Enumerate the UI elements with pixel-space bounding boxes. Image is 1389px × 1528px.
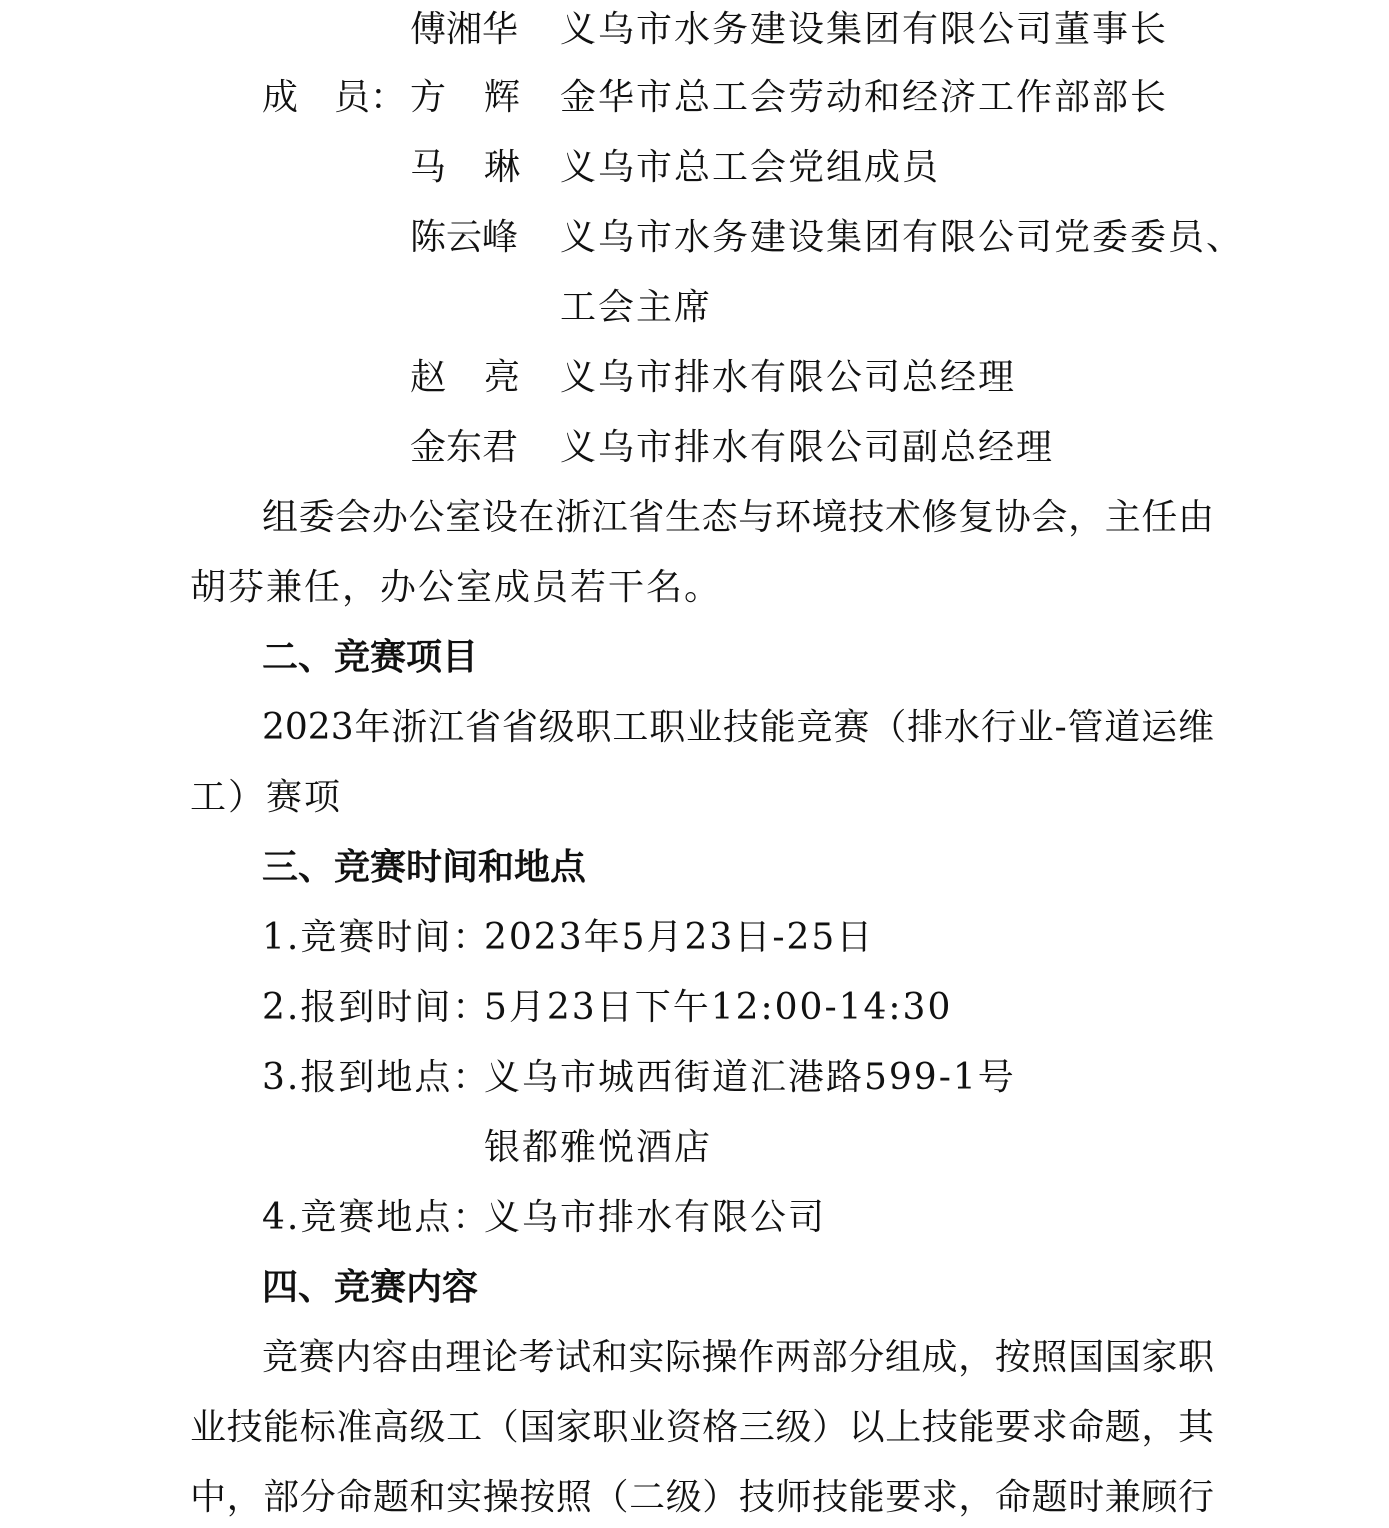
office-paragraph-line: 胡芬兼任，办公室成员若干名。: [190, 567, 723, 608]
section-heading: 三、竞赛时间和地点: [262, 847, 587, 888]
member-name: 金东君: [410, 427, 519, 468]
schedule-item-value: 2023年5月23日-25日: [484, 917, 875, 958]
section2-paragraph-line: 2023年浙江省省级职工职业技能竞赛（排水行业-管道运维: [262, 707, 1214, 748]
members-label: 成 员：: [262, 77, 407, 118]
member-title-continued: 工会主席: [560, 287, 713, 328]
section4-paragraph-line: 竞赛内容由理论考试和实际操作两部分组成，按照国国家职: [262, 1337, 1214, 1378]
member-name: 方辉: [410, 77, 559, 118]
member-title: 义乌市排水有限公司总经理: [560, 357, 1017, 398]
member-title: 义乌市水务建设集团有限公司董事长: [560, 9, 1169, 50]
schedule-item-value: 5月23日下午12:00-14:30: [484, 987, 953, 1028]
member-name: 陈云峰: [410, 217, 519, 258]
schedule-item-label: 2.报到时间：: [262, 987, 491, 1028]
schedule-item-label: 4.竞赛地点：: [262, 1197, 491, 1238]
section4-paragraph-line: 业技能标准高级工（国家职业资格三级）以上技能要求命题，其: [190, 1407, 1214, 1448]
schedule-item-value: 义乌市排水有限公司: [484, 1197, 827, 1238]
member-title: 金华市总工会劳动和经济工作部部长: [560, 77, 1169, 118]
section-heading: 二、竞赛项目: [262, 637, 479, 678]
member-title: 义乌市总工会党组成员: [560, 147, 941, 188]
member-title: 义乌市水务建设集团有限公司党委委员、: [560, 217, 1245, 258]
member-name: 赵亮: [410, 357, 559, 398]
member-name: 马琳: [410, 147, 559, 188]
schedule-item-value-continued: 银都雅悦酒店: [484, 1127, 713, 1168]
section-heading: 四、竞赛内容: [262, 1267, 479, 1308]
schedule-item-label: 1.竞赛时间：: [262, 917, 491, 958]
section2-paragraph-line: 工）赛项: [190, 777, 343, 818]
schedule-item-value: 义乌市城西街道汇港路599-1号: [484, 1057, 1016, 1098]
member-name: 傅湘华: [410, 9, 519, 50]
member-title: 义乌市排水有限公司副总经理: [560, 427, 1055, 468]
office-paragraph-line: 组委会办公室设在浙江省生态与环境技术修复协会，主任由: [262, 497, 1214, 538]
schedule-item-label: 3.报到地点：: [262, 1057, 491, 1098]
section4-paragraph-line: 中，部分命题和实操按照（二级）技师技能要求，命题时兼顾行: [190, 1477, 1214, 1518]
